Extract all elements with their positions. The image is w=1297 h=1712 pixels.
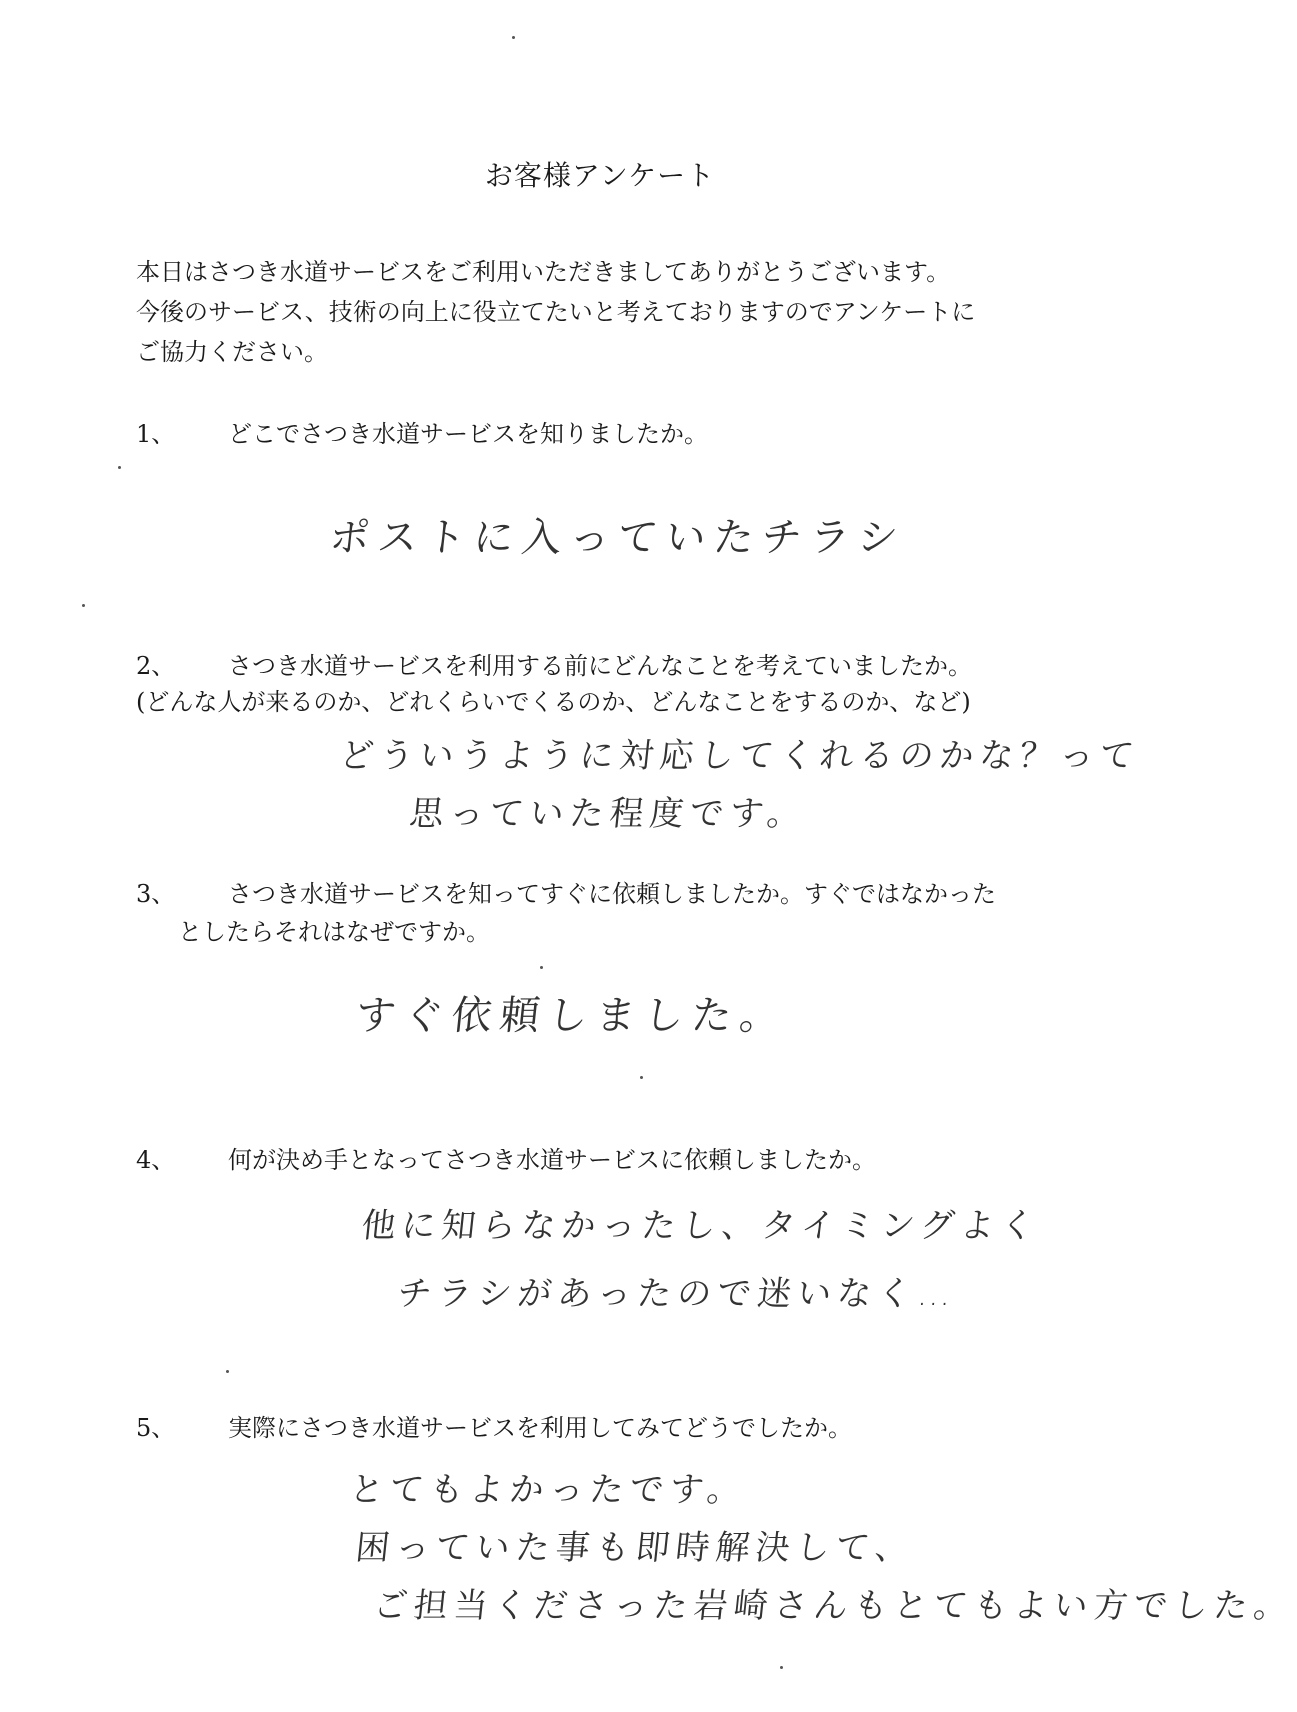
question-1-text: どこでさつき水道サービスを知りましたか。 <box>228 420 708 448</box>
question-1-number: 1、 <box>136 420 176 448</box>
scan-speck <box>640 1076 643 1079</box>
answer-5-line-3: ご担当くださった岩崎さんもとてもよい方でした。 <box>371 1586 1296 1626</box>
question-4-number: 4、 <box>136 1146 176 1174</box>
question-2-number: 2、 <box>136 652 176 680</box>
intro-line: ご協力ください。 <box>136 338 328 366</box>
scan-speck <box>82 604 85 607</box>
question-3-number: 3、 <box>136 880 176 908</box>
scan-speck <box>540 966 543 969</box>
answer-5-line-1: とてもよかったです。 <box>347 1470 750 1510</box>
question-2-text: さつき水道サービスを利用する前にどんなことを考えていましたか。 <box>228 652 972 680</box>
scan-speck <box>118 466 121 469</box>
intro-paragraph <box>136 252 1096 372</box>
scan-speck <box>780 1666 783 1669</box>
question-5-text: 実際にさつき水道サービスを利用してみてどうでしたか。 <box>228 1414 852 1442</box>
question-4-text: 何が決め手となってさつき水道サービスに依頼しましたか。 <box>228 1146 876 1174</box>
question-3-subtext: としたらそれはなぜですか。 <box>178 918 490 946</box>
answer-2-line-1: どういうように対応してくれるのかな？って <box>337 736 1142 776</box>
question-3-text: さつき水道サービスを知ってすぐに依頼しましたか。すぐではなかった <box>228 880 996 908</box>
answer-2-line-2: 思っていた程度です。 <box>407 794 810 834</box>
scan-speck <box>226 1370 229 1373</box>
answer-5-line-2: 困っていた事も即時解決して、 <box>353 1528 918 1568</box>
intro-line: 今後のサービス、技術の向上に役立てたいと考えておりますのでアンケートに <box>136 298 976 326</box>
answer-3-handwriting: すぐ依頼しました。 <box>353 993 791 1039</box>
question-5-number: 5、 <box>136 1414 176 1442</box>
answer-4-line-2: チラシがあったので迷いなく… <box>395 1274 960 1314</box>
survey-title: お客様アンケート <box>484 159 716 192</box>
answer-1-handwriting: ポストに入っていたチラシ <box>327 515 909 561</box>
scan-speck <box>512 36 515 39</box>
answer-4-line-1: 他に知らなかったし、タイミングよく <box>359 1206 1043 1246</box>
intro-line: 本日はさつき水道サービスをご利用いただきましてありがとうございます。 <box>136 258 951 286</box>
question-2-subtext: (どんな人が来るのか、どれくらいでくるのか、どんなことをするのか、など) <box>136 688 971 716</box>
